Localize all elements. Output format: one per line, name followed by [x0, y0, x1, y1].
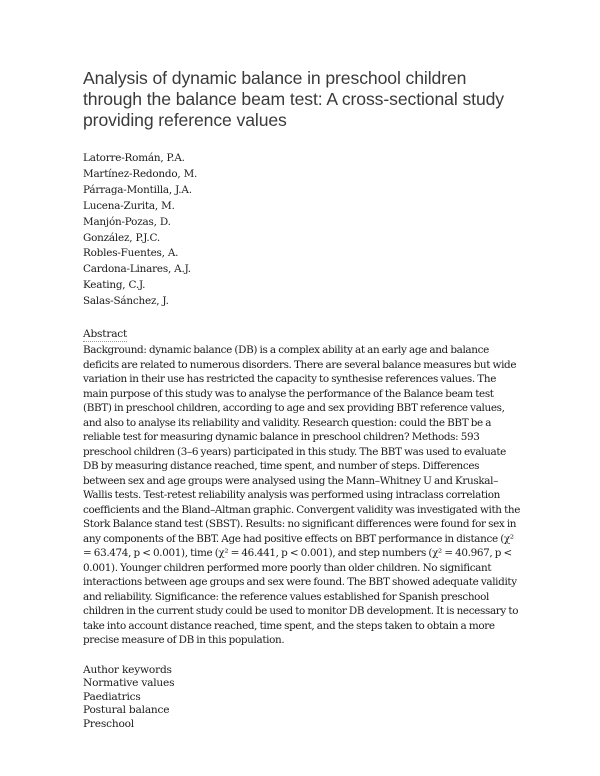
author-name: Manjón-Pozas, D.: [83, 215, 171, 228]
author-name: Robles-Fuentes, A.: [83, 247, 179, 260]
keywords-heading: Author keywords: [83, 663, 172, 676]
author-name: Salas-Sánchez, J.: [83, 295, 169, 308]
author-name: González, P.J.C.: [83, 231, 160, 244]
author-name: Latorre-Román, P.A.: [83, 152, 185, 164]
keyword-item: Postural balance: [83, 704, 170, 717]
abstract-body: Background: dynamic balance (DB) is a complex ability at an early age and balance deficits are related to numerous disorders. There are several balance measures but wide variation in their use has restricted the capacity to synthesise references values. The main purpose of this study was to analyse the performance of the Balance beam test (BBT) in preschool children, according to age and sex providing BBT reference values, and also to analyse its reliability and validity. Research question: could the BBT be a reliable test for measuring dynamic balance in preschool children? Methods: 593 preschool children (3–6 years) participated in this study. The BBT was used to evaluate DB by measuring distance reached, time spent, and number of steps. Differences between sex and age groups were analysed using the Mann–Whitney U and Kruskal–Wallis tests. Test-retest reliability analysis was performed using intraclass correlation coefficients and the Bland–Altman graphic. Convergent validity was investigated with the Stork Balance stand test (SBST). Results: no significant differences were found for sex in any components of the BBT. Age had positive effects on BBT performance in distance (χ² = 63.474, p < 0.001), time (χ² = 46.441, p < 0.001), and step numbers (χ² = 40.967, p < 0.001). Younger children performed more poorly than older children. No significant interactions between age groups and sex were found. The BBT showed adequate validity and reliability. Significance: the reference values established for Spanish preschool children in the current study could be used to monitor DB development. It is necessary to take into account distance reached, time spent, and the steps taken to obtain a more precise measure of DB in this population.: [83, 344, 521, 647]
keyword-list: [83, 677, 523, 731]
keyword-item: Preschool: [83, 717, 134, 730]
keyword-item: Paediatrics: [83, 690, 141, 703]
abstract-heading: Abstract: [83, 328, 128, 341]
author-name: Lucena-Zurita, M.: [83, 199, 175, 212]
author-name: Keating, C.J.: [83, 279, 146, 292]
author-name: Cardona-Linares, A.J.: [83, 263, 191, 276]
paper-content: [83, 68, 523, 732]
author-name: Párraga-Montilla, J.A.: [83, 183, 192, 196]
author-name: Martínez-Redondo, M.: [83, 167, 198, 180]
author-list: [83, 151, 523, 310]
keyword-item: Normative values: [83, 677, 175, 690]
paper-title: Analysis of dynamic balance in preschool children through the balance beam test: A cross-sectional study providing reference values: [83, 68, 505, 130]
